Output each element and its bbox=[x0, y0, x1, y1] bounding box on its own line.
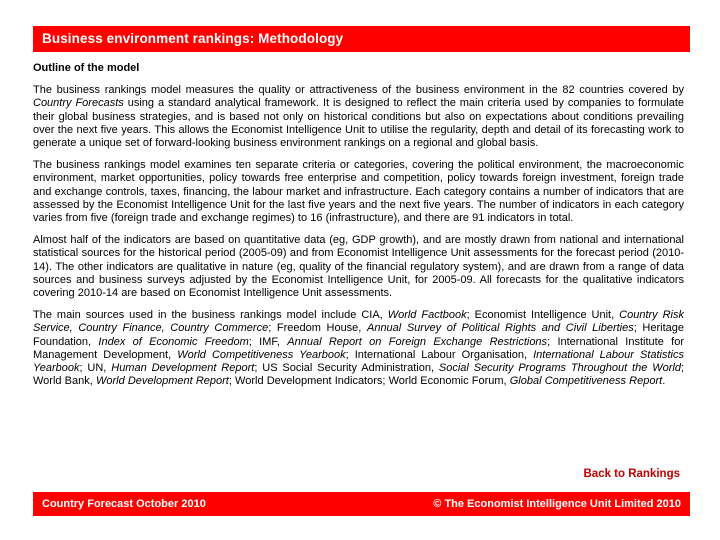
italic-title-run: World Development Report bbox=[95, 375, 229, 388]
text-run: ; World Bank, bbox=[33, 362, 685, 388]
paragraph-outline-2 bbox=[33, 159, 684, 225]
text-run: The main sources used in the business rankings model include CIA, bbox=[33, 309, 388, 322]
text-run: ; World Development Indicators; World Economic Forum, bbox=[228, 375, 510, 388]
text-run: The business rankings model examines ten separate criteria or categories, covering the political environment, the macroeconomic environment, market opportunities, policy towards free enterprise and competition, policy towards foreign investment, foreign trade and exchange controls, taxes, financing, the labour market and infrastructure. Each category contains a number of indicators that are assessed by the Economist Intelligence Unit for the last five years and the next five years. The number of indicators in each category varies from five (foreign trade and exchange regimes) to 16 (infrastructure), and there are 91 indicators in total. bbox=[33, 159, 684, 225]
text-run: using a standard analytical framework. It is designed to reflect the main criteria used by companies to formulate their global business strategies, and is based not only on historical conditions but also on expectations about conditions prevailing over the next five years. This allows the Economist Intelligence Unit to utilise the regularity, depth and detail of its forecasting work to generate a unique set of forward-looking business environment rankings on a regional and global basis. bbox=[33, 97, 684, 149]
back-to-rankings-link[interactable]: Back to Rankings bbox=[583, 468, 680, 480]
italic-title-run: Annual Survey of Political Rights and Civil Liberties bbox=[366, 322, 634, 335]
paragraph-outline-4 bbox=[33, 309, 684, 388]
page-title: Business environment rankings: Methodology bbox=[42, 31, 344, 47]
italic-title-run: World Competitiveness Yearbook bbox=[177, 348, 346, 361]
italic-title-run: Annual Report on Foreign Exchange Restrictions bbox=[287, 335, 548, 348]
text-run: Almost half of the indicators are based on quantitative data (eg, GDP growth), and are mostly drawn from national and international statistical sources for the historical period (2005-09) and from Economist Intelligence Unit assessments for the forecast period (2010-14). The other indicators are qualitative in nature (eg, quality of the financial regulatory system), and are drawn from a range of data sources and business surveys adjusted by the Economist Intelligence Unit, for 2005-09. All forecasts for the qualitative indicators covering 2010-14 are based on Economist Intelligence Unit assessments. bbox=[33, 234, 684, 300]
text-run: ; Heritage Foundation, bbox=[33, 322, 684, 348]
footer-copyright-label: © The Economist Intelligence Unit Limited 2010 bbox=[433, 497, 681, 510]
italic-title-run: International Labour Statistics Yearbook bbox=[33, 348, 684, 375]
content-body bbox=[33, 62, 684, 388]
italic-title-run: World Factbook bbox=[387, 309, 467, 322]
text-run: ; US Social Security Administration, bbox=[254, 362, 439, 375]
footer-source-label: Country Forecast October 2010 bbox=[42, 497, 206, 510]
text-run: The business rankings model measures the quality or attractiveness of the business environment in the 82 countries covered by bbox=[33, 84, 684, 97]
footer-banner bbox=[33, 492, 690, 516]
italic-title-run: Human Development Report bbox=[111, 362, 255, 375]
paragraph-outline-1 bbox=[33, 84, 684, 150]
text-run: . bbox=[662, 375, 666, 388]
paragraph-outline-3 bbox=[33, 234, 684, 300]
italic-title-run: Index of Economic Freedom bbox=[98, 335, 249, 348]
back-link-row bbox=[33, 464, 684, 482]
italic-title-run: Global Competitiveness Report bbox=[509, 375, 663, 388]
section-subheading: Outline of the model bbox=[33, 62, 140, 74]
text-run: ; IMF, bbox=[248, 335, 288, 348]
text-run: ; International Labour Organisation, bbox=[345, 348, 534, 361]
italic-title-run: Country Risk Service, Country Finance, Country Commerce bbox=[33, 309, 684, 335]
text-run: ; UN, bbox=[79, 362, 112, 375]
text-run: ; Economist Intelligence Unit, bbox=[466, 309, 620, 322]
italic-title-run: Country Forecasts bbox=[33, 97, 124, 110]
text-run: ; Freedom House, bbox=[268, 322, 367, 335]
italic-title-run: Social Security Programs Throughout the World bbox=[438, 362, 681, 375]
title-banner bbox=[33, 26, 690, 52]
text-run: ; International Institute for Management Development, bbox=[33, 335, 684, 361]
